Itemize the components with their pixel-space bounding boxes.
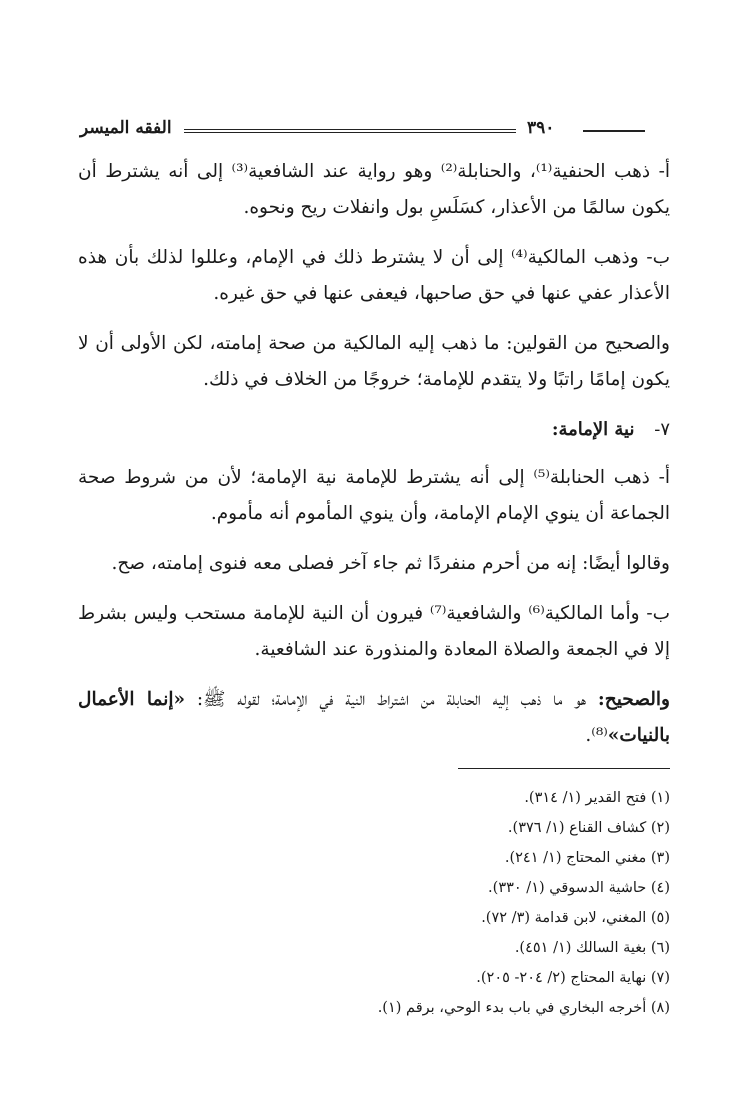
- conclusion-footnote-ref: ⁽⁸⁾.: [585, 725, 608, 746]
- paragraph-maliki-shafii-intention: ب- وأما المالكية⁽⁶⁾ والشافعية⁽⁷⁾ فيرون أن النية للإمامة مستحب وليس بشرط إلا في الجمعة والصلاة المعادة والمنذورة عند الشافعية.: [78, 603, 670, 660]
- footnote-5: (٥) المغني، لابن قدامة (٣/ ٧٢).: [481, 910, 670, 926]
- paragraph-hanafi-view: أ- ذهب الحنفية⁽¹⁾، والحنابلة⁽²⁾ وهو رواية عند الشافعية⁽³⁾ إلى أنه يشترط أن يكون سالمًا من الأعذار، كسَلَسِ بول وانفلات ريح ونحوه.: [78, 161, 670, 218]
- section-heading: [78, 412, 670, 448]
- conclusion-text: هو ما ذهب إليه الحنابلة من اشتراط النية في الإمامة؛ لقوله ﷺ:: [185, 689, 598, 710]
- footnote-2: (٢) كشاف القناع (١/ ٣٧٦).: [507, 820, 670, 836]
- footnote-separator: [458, 768, 670, 769]
- paragraph-preferred-view: والصحيح من القولين: ما ذهب إليه المالكية من صحة إمامته، لكن الأولى أن لا يكون إمامًا راتبًا ولا يتقدم للإمامة؛ خروجًا من الخلاف في ذلك.: [78, 333, 670, 390]
- header-short-rule: [583, 130, 645, 132]
- page-number: ٣٩٠: [527, 118, 555, 138]
- book-title: الفقه الميسر: [80, 118, 172, 138]
- section-title: نية الإمامة:: [551, 419, 635, 440]
- page-body: [78, 154, 670, 754]
- header-double-rule: [184, 129, 516, 133]
- footnote-6: (٦) بغية السالك (١/ ٤٥١).: [514, 940, 670, 956]
- footnote-1: (١) فتح القدير (١/ ٣١٤).: [524, 790, 670, 806]
- section-number: ٧-: [654, 419, 670, 440]
- footnote-7: (٧) نهاية المحتاج (٢/ ٢٠٤- ٢٠٥).: [476, 970, 670, 986]
- book-page: [78, 118, 670, 1023]
- footnote-8: (٨) أخرجه البخاري في باب بدء الوحي، برقم (١).: [377, 1000, 670, 1016]
- paragraph-maliki-view: ب- وذهب المالكية⁽⁴⁾ إلى أن لا يشترط ذلك في الإمام، وعللوا لذلك بأن هذه الأعذار عفي عنها في حق صاحبها، فيعفى عنها في حق غيره.: [78, 247, 671, 304]
- footnote-4: (٤) حاشية الدسوقي (١/ ٣٣٠).: [488, 880, 670, 896]
- footnotes: [78, 783, 670, 1023]
- page-header: [78, 118, 670, 142]
- hadith-quote: «إنما الأعمال بالنيات»: [78, 689, 670, 746]
- paragraph-they-said: وقالوا أيضًا: إنه من أحرم منفردًا ثم جاء آخر فصلى معه فنوى إمامته، صح.: [111, 553, 670, 574]
- paragraph-hanbali-intention: أ- ذهب الحنابلة⁽⁵⁾ إلى أنه يشترط للإمامة نية الإمامة؛ لأن من شروط صحة الجماعة أن ينوي الإمام الإمامة، وأن ينوي المأموم أنه مأموم.: [78, 467, 670, 524]
- paragraph-conclusion: [78, 682, 670, 754]
- footnote-3: (٣) مغني المحتاج (١/ ٢٤١).: [504, 850, 670, 866]
- conclusion-lead: والصحيح:: [597, 689, 670, 710]
